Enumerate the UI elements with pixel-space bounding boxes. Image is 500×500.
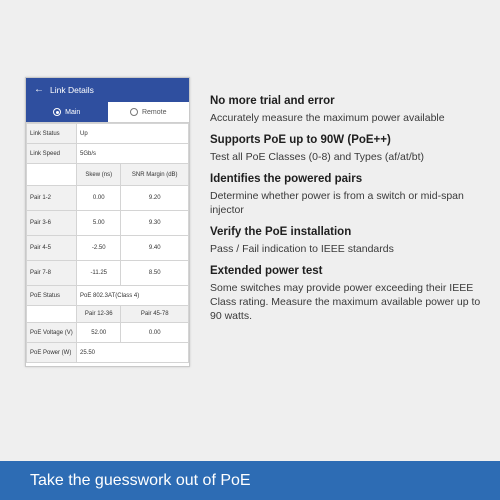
poe-power-value: 25.50: [77, 343, 189, 363]
feature-text: Accurately measure the maximum power available: [210, 112, 445, 124]
table-row: [27, 323, 189, 343]
radio-unselected-icon: [130, 108, 138, 116]
tab-bar: [26, 102, 189, 123]
pair-label: Pair 1-2: [27, 186, 77, 211]
table-row: [27, 144, 189, 164]
feature-text: Test all PoE Classes (0-8) and Types (af/at/bt): [210, 151, 424, 163]
poe-pair-header: Pair 45-78: [121, 306, 189, 323]
back-arrow-icon[interactable]: ←: [34, 84, 44, 95]
link-details-panel: [25, 77, 190, 367]
panel-title: Link Details: [50, 85, 94, 95]
poe-power-label: PoE Power (W): [27, 343, 77, 363]
snr-header: SNR Margin (dB): [121, 164, 189, 186]
tab-main[interactable]: [26, 102, 108, 122]
pair-label: Pair 4-5: [27, 236, 77, 261]
feature-title: Verify the PoE installation: [210, 226, 352, 238]
feature-text: Determine whether power is from a switch or mid-span injector: [210, 190, 464, 216]
table-row: [27, 124, 189, 144]
link-speed-value: 5Gb/s: [77, 144, 189, 164]
pair-label: Pair 3-6: [27, 211, 77, 236]
details-table: [26, 123, 189, 363]
feature-title: Identifies the powered pairs: [210, 173, 363, 185]
feature-title: Supports PoE up to 90W (PoE++): [210, 134, 391, 146]
skew-value: 5.00: [77, 211, 121, 236]
table-row: [27, 236, 189, 261]
skew-value: 0.00: [77, 186, 121, 211]
snr-value: 9.30: [121, 211, 189, 236]
feature-item: [210, 134, 490, 164]
feature-list: [210, 95, 490, 332]
table-row: [27, 186, 189, 211]
tab-remote-label: Remote: [141, 108, 167, 116]
footer-tagline: Take the guesswork out of PoE: [30, 471, 251, 489]
tab-remote[interactable]: [108, 102, 190, 122]
link-status-value: Up: [77, 124, 189, 144]
poe-voltage-label: PoE Voltage (V): [27, 323, 77, 343]
feature-item: [210, 265, 490, 323]
table-row: [27, 306, 189, 323]
poe-status-label: PoE Status: [27, 286, 77, 306]
tab-main-label: Main: [65, 108, 81, 116]
link-status-label: Link Status: [27, 124, 77, 144]
feature-item: [210, 226, 490, 256]
empty-cell: [27, 306, 77, 323]
poe-voltage-value: 52.00: [77, 323, 121, 343]
snr-value: 9.20: [121, 186, 189, 211]
snr-value: 8.50: [121, 261, 189, 286]
feature-text: Some switches may provide power exceeding their IEEE Class rating. Measure the maximum available power up to 90 watts.: [210, 282, 481, 322]
skew-header: Skew (ns): [77, 164, 121, 186]
feature-item: [210, 173, 490, 217]
table-row: [27, 164, 189, 186]
poe-status-value: PoE 802.3AT(Class 4): [77, 286, 189, 306]
poe-pair-header: Pair 12-36: [77, 306, 121, 323]
skew-value: -2.50: [77, 236, 121, 261]
link-speed-label: Link Speed: [27, 144, 77, 164]
pair-label: Pair 7-8: [27, 261, 77, 286]
snr-value: 9.40: [121, 236, 189, 261]
empty-cell: [27, 164, 77, 186]
radio-selected-icon: [53, 108, 61, 116]
footer-banner: [0, 461, 500, 500]
skew-value: -11.25: [77, 261, 121, 286]
panel-header: [26, 78, 189, 102]
poe-voltage-value: 0.00: [121, 323, 189, 343]
table-row: [27, 211, 189, 236]
table-row: [27, 286, 189, 306]
table-row: [27, 261, 189, 286]
feature-title: No more trial and error: [210, 95, 335, 107]
feature-title: Extended power test: [210, 265, 323, 277]
feature-item: [210, 95, 490, 125]
feature-text: Pass / Fail indication to IEEE standards: [210, 243, 394, 255]
table-row: [27, 343, 189, 363]
